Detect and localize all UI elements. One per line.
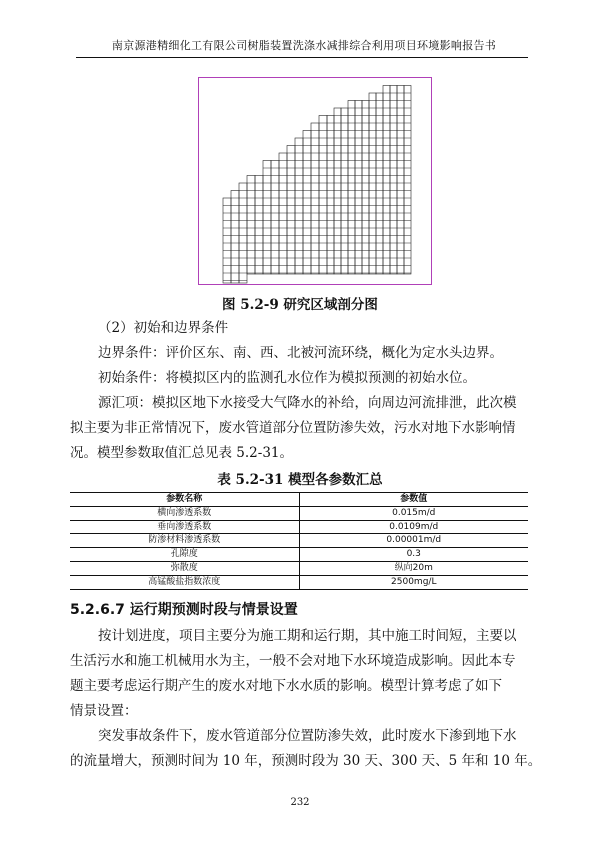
param-value: 纵向20m — [394, 562, 433, 573]
param-name: 横向渗透系数 — [70, 506, 299, 520]
mesh-column — [404, 86, 411, 275]
para2-line-1: 突发事故条件下，废水管道部分位置防渗失效，此时废水下渗到地下水 — [98, 728, 517, 744]
mesh-figure-frame — [198, 77, 432, 285]
param-value: 0.00001m/d — [386, 535, 442, 546]
param-name: 高锰酸盐指数浓度 — [70, 575, 299, 589]
figure-caption: 图 5.2-9 研究区域剖分图 — [222, 297, 378, 313]
mesh-column — [287, 146, 295, 275]
param-value: 2500mg/L — [391, 576, 437, 587]
mesh-column — [231, 191, 239, 284]
header-param-name: 参数名称 — [70, 493, 299, 507]
mesh-column — [376, 93, 383, 274]
param-value: 0.0109m/d — [389, 521, 439, 532]
param-name: 孔隙度 — [70, 548, 299, 562]
source-sink-line-2: 拟主要为非正常情况下，废水管道部分位置防渗失效，污水对地下水影响情 — [70, 420, 516, 436]
mesh-column — [341, 108, 348, 274]
mesh-column — [279, 153, 287, 274]
source-sink-line-3: 况。模型参数取值汇总见表 5.2-31。 — [70, 445, 294, 461]
boundary-condition-text: 边界条件：评价区东、南、西、北被河流环绕，概化为定水头边界。 — [98, 345, 503, 361]
param-name: 弥散度 — [70, 561, 299, 575]
mesh-column — [355, 101, 362, 275]
mesh-column — [295, 138, 303, 274]
table-row — [70, 575, 528, 589]
param-value: 0.015m/d — [392, 507, 436, 518]
table-row — [70, 506, 528, 520]
mesh-grid — [199, 78, 431, 284]
mesh-column — [348, 101, 355, 275]
mesh-column — [334, 108, 341, 274]
mesh-column — [263, 161, 271, 275]
mesh-column — [390, 86, 397, 275]
table-row — [70, 561, 528, 575]
source-sink-line-1: 源汇项：模拟区地下水接受大气降水的补给，向周边河流排泄，此次模 — [98, 395, 517, 411]
table-row — [70, 534, 528, 548]
table-caption: 表 5.2-31 模型各参数汇总 — [217, 472, 383, 488]
mesh-column — [369, 93, 376, 274]
mesh-column — [319, 116, 327, 275]
mesh-cells — [223, 86, 411, 284]
header-rule — [76, 57, 528, 58]
mesh-column — [271, 161, 279, 275]
page-number: 232 — [290, 797, 310, 808]
param-name: 防渗材料渗透系数 — [70, 534, 299, 548]
section-heading-5267: 5.2.6.7 运行期预测时段与情景设置 — [70, 602, 298, 618]
para1-line-1: 按计划进度，项目主要分为施工期和运行期，其中施工时间短，主要以 — [98, 628, 517, 644]
para2-line-2: 的流量增大，预测时间为 10 年，预测时段为 30 天、300 天、5 年和 10 年。 — [70, 753, 542, 769]
mesh-column — [362, 101, 369, 275]
mesh-column — [383, 86, 390, 275]
parameter-table — [70, 492, 528, 590]
mesh-column — [223, 198, 231, 283]
table-header-row — [70, 493, 528, 507]
param-value: 0.3 — [406, 549, 421, 560]
subsection-heading: （2）初始和边界条件 — [98, 320, 229, 336]
para1-line-2: 生活污水和施工机械用水为主，一般不会对地下水环境造成影响。因此本专 — [70, 653, 516, 669]
param-name: 垂向渗透系数 — [70, 520, 299, 534]
mesh-column — [397, 86, 404, 275]
header-title: 南京源港精细化工有限公司树脂装置洗涤水减排综合利用项目环境影响报告书 — [111, 39, 497, 52]
mesh-column — [303, 131, 311, 275]
para1-line-4: 情景设置： — [70, 703, 138, 719]
mesh-column — [327, 116, 334, 275]
table-row — [70, 548, 528, 562]
table-row — [70, 520, 528, 534]
initial-condition-text: 初始条件：将模拟区内的监测孔水位作为模拟预测的初始水位。 — [98, 370, 476, 386]
para1-line-3: 题主要考虑运行期产生的废水对地下水水质的影响。模型计算考虑了如下 — [70, 678, 502, 694]
header-param-value: 参数值 — [400, 494, 428, 504]
